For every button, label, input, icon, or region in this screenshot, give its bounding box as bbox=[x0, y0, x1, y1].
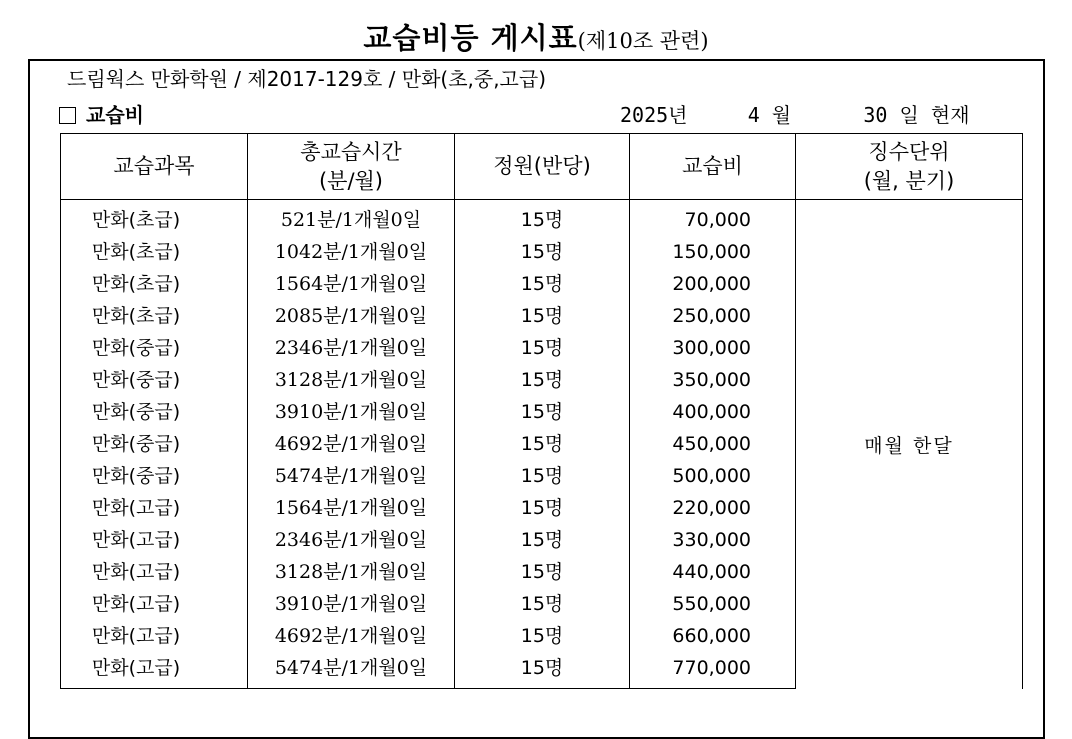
fee-cell: 500,000 bbox=[630, 460, 796, 492]
header-total-time bbox=[248, 134, 455, 200]
section-heading bbox=[59, 101, 144, 129]
total-time-cell: 3910분/1개월0일 bbox=[248, 396, 455, 428]
subject-cell: 만화(중급) bbox=[61, 460, 248, 492]
header-total-time-line2: (분/월) bbox=[318, 168, 384, 193]
capacity-cell: 15명 bbox=[455, 460, 630, 492]
fee-cell: 770,000 bbox=[630, 652, 796, 689]
total-time-cell: 5474분/1개월0일 bbox=[248, 460, 455, 492]
capacity-cell: 15명 bbox=[455, 556, 630, 588]
subject-cell: 만화(고급) bbox=[61, 588, 248, 620]
capacity-cell: 15명 bbox=[455, 492, 630, 524]
fee-table bbox=[60, 133, 1023, 689]
total-time-cell: 4692분/1개월0일 bbox=[248, 620, 455, 652]
capacity-cell: 15명 bbox=[455, 236, 630, 268]
capacity-cell: 15명 bbox=[455, 300, 630, 332]
subject-cell: 만화(중급) bbox=[61, 364, 248, 396]
capacity-cell: 15명 bbox=[455, 332, 630, 364]
fee-table-body bbox=[61, 200, 1023, 689]
subject-cell: 만화(고급) bbox=[61, 556, 248, 588]
capacity-cell: 15명 bbox=[455, 652, 630, 689]
capacity-cell: 15명 bbox=[455, 588, 630, 620]
fee-cell: 550,000 bbox=[630, 588, 796, 620]
fee-cell: 450,000 bbox=[630, 428, 796, 460]
subject-cell: 만화(중급) bbox=[61, 396, 248, 428]
academy-info: 드림웍스 만화학원 / 제2017-129호 / 만화(초,중,고급) bbox=[67, 67, 546, 91]
fee-cell: 660,000 bbox=[630, 620, 796, 652]
subject-cell: 만화(고급) bbox=[61, 524, 248, 556]
header-unit-line2: (월, 분기) bbox=[863, 168, 955, 193]
fee-cell: 200,000 bbox=[630, 268, 796, 300]
fee-cell: 250,000 bbox=[630, 300, 796, 332]
total-time-cell: 1564분/1개월0일 bbox=[248, 492, 455, 524]
header-unit-line1: 징수단위 bbox=[868, 139, 950, 164]
capacity-cell: 15명 bbox=[455, 364, 630, 396]
capacity-cell: 15명 bbox=[455, 428, 630, 460]
total-time-cell: 2085분/1개월0일 bbox=[248, 300, 455, 332]
subject-cell: 만화(고급) bbox=[61, 492, 248, 524]
header-collection-unit bbox=[796, 134, 1023, 200]
as-of-year: 2025년 bbox=[620, 103, 688, 127]
page-title bbox=[0, 20, 1072, 59]
capacity-cell: 15명 bbox=[455, 524, 630, 556]
subject-cell: 만화(초급) bbox=[61, 268, 248, 300]
subject-cell: 만화(초급) bbox=[61, 236, 248, 268]
subject-cell: 만화(초급) bbox=[61, 200, 248, 237]
subject-cell: 만화(초급) bbox=[61, 300, 248, 332]
fee-cell: 350,000 bbox=[630, 364, 796, 396]
as-of-month-num: 4 bbox=[747, 103, 760, 127]
checkbox-square-icon bbox=[59, 107, 76, 124]
subject-cell: 만화(중급) bbox=[61, 332, 248, 364]
total-time-cell: 1564분/1개월0일 bbox=[248, 268, 455, 300]
total-time-cell: 2346분/1개월0일 bbox=[248, 524, 455, 556]
subject-cell: 만화(중급) bbox=[61, 428, 248, 460]
capacity-cell: 15명 bbox=[455, 396, 630, 428]
section-label: 교습비 bbox=[86, 103, 144, 127]
total-time-cell: 3128분/1개월0일 bbox=[248, 364, 455, 396]
fee-cell: 70,000 bbox=[630, 200, 796, 237]
capacity-cell: 15명 bbox=[455, 268, 630, 300]
fee-cell: 330,000 bbox=[630, 524, 796, 556]
subject-cell: 만화(고급) bbox=[61, 620, 248, 652]
subject-cell: 만화(고급) bbox=[61, 652, 248, 689]
collection-unit-cell: 매월 한달 bbox=[796, 200, 1023, 689]
as-of-month-unit: 월 bbox=[771, 103, 792, 127]
as-of-date bbox=[620, 101, 970, 129]
total-time-cell: 521분/1개월0일 bbox=[248, 200, 455, 237]
total-time-cell: 3910분/1개월0일 bbox=[248, 588, 455, 620]
title-main: 교습비등 게시표 bbox=[363, 21, 578, 55]
title-sub: (제10조 관련) bbox=[577, 29, 709, 53]
table-row bbox=[61, 200, 1023, 237]
as-of-day-num: 30 bbox=[863, 103, 888, 127]
fee-cell: 400,000 bbox=[630, 396, 796, 428]
fee-cell: 440,000 bbox=[630, 556, 796, 588]
as-of-suffix: 현재 bbox=[930, 103, 970, 127]
fee-cell: 220,000 bbox=[630, 492, 796, 524]
capacity-cell: 15명 bbox=[455, 200, 630, 237]
total-time-cell: 3128분/1개월0일 bbox=[248, 556, 455, 588]
table-header-row bbox=[61, 134, 1023, 200]
capacity-cell: 15명 bbox=[455, 620, 630, 652]
fee-cell: 300,000 bbox=[630, 332, 796, 364]
header-total-time-line1: 총교습시간 bbox=[300, 139, 402, 164]
header-subject: 교습과목 bbox=[61, 134, 248, 200]
fee-cell: 150,000 bbox=[630, 236, 796, 268]
total-time-cell: 1042분/1개월0일 bbox=[248, 236, 455, 268]
header-capacity: 정원(반당) bbox=[455, 134, 630, 200]
as-of-day-unit: 일 bbox=[899, 103, 919, 127]
total-time-cell: 5474분/1개월0일 bbox=[248, 652, 455, 689]
total-time-cell: 2346분/1개월0일 bbox=[248, 332, 455, 364]
total-time-cell: 4692분/1개월0일 bbox=[248, 428, 455, 460]
header-fee: 교습비 bbox=[630, 134, 796, 200]
